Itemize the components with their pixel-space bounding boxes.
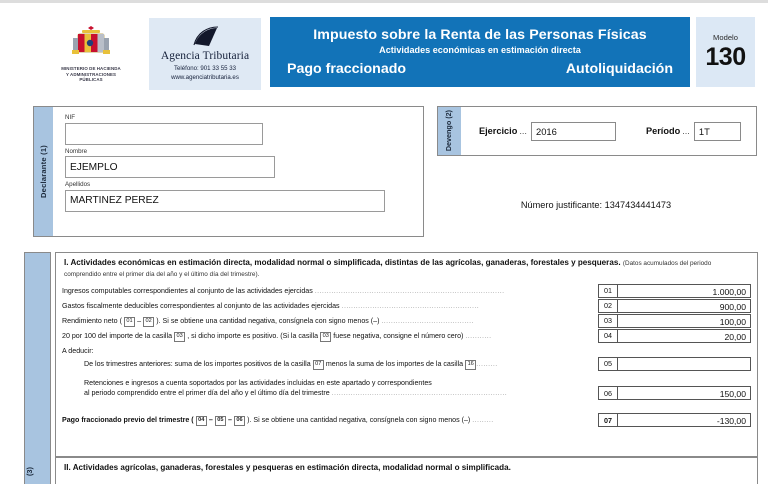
- periodo-label: Período: [645, 126, 681, 136]
- row-02-casilla: 02: [598, 299, 617, 313]
- row-03-label-c: ). Si se obtiene una cantidad negativa, consígnela con signo menos (–): [154, 317, 382, 326]
- row-07-value[interactable]: -130,00: [617, 413, 751, 427]
- row-05-value[interactable]: [617, 357, 751, 371]
- nombre-field-group: [65, 148, 415, 179]
- row-01-label: Ingresos computables correspondientes al conjunto de las actividades ejercidas: [62, 287, 315, 296]
- row-04-value[interactable]: 20,00: [617, 329, 751, 343]
- row-02-value[interactable]: 900,00: [617, 299, 751, 313]
- banner-bottom-row: [287, 61, 673, 77]
- modelo-label: Modelo: [713, 32, 738, 42]
- row-04-ref-03a: 03: [174, 332, 185, 342]
- row-03-label-b: –: [135, 317, 144, 326]
- section-II-heading: II. Actividades agrícolas, ganaderas, forestales y pesqueras en estimación directa, modalidad normal o simplificada.: [64, 463, 511, 472]
- ministry-line-3: PÚBLICAS: [79, 77, 103, 83]
- row-05-ref-16: 16: [465, 360, 476, 370]
- row-02-label: Gastos fiscalmente deducibles correspondientes al conjunto de las actividades ejercidas: [62, 302, 342, 311]
- row-07-ref-04: 04: [196, 416, 207, 426]
- a-deducir-label: A deducir:: [62, 346, 94, 355]
- declarante-fields: [53, 107, 423, 236]
- ministry-line-2: Y ADMINISTRACIONES: [65, 71, 117, 77]
- row-05-value-group: [598, 357, 751, 371]
- row-04-label-b: , si dicho importe es positivo. (Si la casilla: [185, 332, 321, 341]
- row-04-label-a: 20 por 100 del importe de la casilla: [62, 332, 174, 341]
- nombre-input[interactable]: EJEMPLO: [65, 156, 275, 178]
- row-03-ref-02: 02: [143, 317, 154, 327]
- nif-label: NIF: [65, 114, 75, 121]
- header-logos: [33, 14, 265, 93]
- devengo-tab-label: Devengo (2): [444, 110, 454, 152]
- row-07-value-group: [598, 413, 751, 427]
- declarante-tab: [34, 107, 53, 236]
- agencia-tributaria-logo: [149, 18, 261, 90]
- ministry-line-1: MINISTERIO DE HACIENDA: [61, 65, 121, 71]
- banner-title: Impuesto sobre la Renta de las Personas Físicas: [313, 27, 647, 43]
- row-07-label-c: –: [226, 416, 234, 425]
- row-07: [62, 413, 751, 427]
- section-I-heading-bold: I. Actividades económicas en estimación directa, modalidad normal o simplificada, distintas de las agrícolas, ganaderas, forestales y pesqueras.: [64, 258, 621, 267]
- row-07-ref-05: 05: [215, 416, 226, 426]
- left-margin-label: (3): [25, 466, 34, 476]
- devengo-section: [437, 106, 757, 156]
- form-header: [33, 14, 755, 93]
- row-04-casilla: 04: [598, 329, 617, 343]
- row-03-label-a: Rendimiento neto (: [62, 317, 124, 326]
- ejercicio-input[interactable]: 2016: [531, 122, 616, 141]
- row-01-text: Ingresos computables correspondientes al conjunto de las actividades ejercidas ................................................................................: [62, 287, 505, 296]
- apellidos-label: Apellidos: [65, 181, 91, 188]
- row-01-value-group: [598, 284, 751, 298]
- declarante-tab-label: Declarante (1): [39, 144, 48, 199]
- modelo-box: [696, 17, 755, 87]
- row-04-text: 20 por 100 del importe de la casilla 03 , si dicho importe es positivo. (Si la casilla 03 fuese negativa, consigne el número cero) ...........: [62, 332, 492, 341]
- nif-input[interactable]: [65, 123, 263, 145]
- row-02: [62, 299, 751, 313]
- section-I: [55, 252, 758, 457]
- row-06-value[interactable]: 150,00: [617, 386, 751, 400]
- row-06-label-line2: al periodo comprendido entre el primer día del año y el último día del trimestre: [84, 389, 332, 398]
- row-06-casilla: 06: [598, 386, 617, 400]
- agencia-name: Agencia Tributaria: [160, 49, 250, 62]
- row-07-text: Pago fraccionado previo del trimestre ( 04 – 05 – 06 ). Si se obtiene una cantidad negativa, consígnela con signo menos (–) .........: [62, 416, 494, 425]
- apellidos-field-group: [65, 181, 415, 212]
- row-01-casilla: 01: [598, 284, 617, 298]
- row-03-value-group: [598, 314, 751, 328]
- section-II: [55, 457, 758, 484]
- apellidos-input[interactable]: MARTINEZ PEREZ: [65, 190, 385, 212]
- row-05-casilla: 05: [598, 357, 617, 371]
- row-05-text: De los trimestres anteriores: suma de los importes positivos de la casilla 07 menos la suma de los importes de la casilla 16 .........: [84, 360, 498, 369]
- nombre-label: Nombre: [65, 147, 88, 155]
- row-05-label-b: menos la suma de los importes de la casilla: [323, 360, 466, 369]
- declarante-section: [33, 106, 424, 237]
- ministry-logo: [33, 24, 149, 83]
- row-06: [62, 378, 751, 400]
- row-07-label-b: –: [206, 416, 215, 425]
- row-01: [62, 284, 751, 298]
- row-05-label-a: De los trimestres anteriores: suma de los importes positivos de la casilla: [84, 360, 313, 369]
- row-04: [62, 329, 751, 343]
- row-01-value[interactable]: 1.000,00: [617, 284, 751, 298]
- row-02-text: Gastos fiscalmente deducibles correspondientes al conjunto de las actividades ejercidas ..........................................................: [62, 302, 480, 311]
- row-05: [62, 357, 751, 371]
- row-07-ref-06: 06: [234, 416, 245, 426]
- devengo-fields: [461, 107, 756, 155]
- numero-justificante: Número justificante: 1347434441473: [520, 200, 672, 210]
- devengo-tab: [438, 107, 461, 155]
- ministry-name: [61, 66, 121, 83]
- section-I-rows: [56, 284, 757, 427]
- agencia-website: www.agenciatributaria.es: [171, 73, 239, 81]
- row-03-casilla: 03: [598, 314, 617, 328]
- agencia-phone: Teléfono: 901 33 55 33: [173, 64, 236, 72]
- row-07-casilla: 07: [598, 413, 617, 427]
- section-I-heading: [56, 253, 757, 284]
- row-06-label-line1: Retenciones e ingresos a cuenta soportados por las actividades incluidas en este apartado y correspondientes: [84, 378, 432, 387]
- coat-of-arms-icon: [69, 24, 113, 64]
- row-06-value-group: [598, 386, 751, 400]
- row-05-ref-07: 07: [313, 360, 324, 370]
- banner-subtitle: Actividades económicas en estimación directa: [379, 45, 581, 55]
- row-02-value-group: [598, 299, 751, 313]
- row-04-label-c: fuese negativa, consigne el número cero): [331, 332, 466, 341]
- row-03-text: Rendimiento neto ( 01 – 02 ). Si se obtiene una cantidad negativa, consígnela con signo menos (–) .......................................: [62, 317, 474, 326]
- banner-autoliquidacion: Autoliquidación: [565, 61, 673, 77]
- row-04-ref-03b: 03: [320, 332, 331, 342]
- left-margin-bar: [24, 252, 51, 484]
- periodo-dots: ...: [682, 126, 690, 136]
- row-03-value[interactable]: 100,00: [617, 314, 751, 328]
- row-04-value-group: [598, 329, 751, 343]
- row-03: [62, 314, 751, 328]
- row-03-ref-01: 01: [124, 317, 135, 327]
- nif-field-group: [65, 114, 415, 145]
- row-06-text: Retenciones e ingresos a cuenta soportados por las actividades incluidas en este apartado y correspondientes al periodo comprendido entre el primer día del año y el último día del trimestre ..........................................................................: [84, 378, 595, 400]
- top-edge-strip: [0, 0, 768, 3]
- banner-pago-fraccionado: Pago fraccionado: [287, 61, 407, 77]
- periodo-input[interactable]: 1T: [694, 122, 741, 141]
- row-07-label-a: Pago fraccionado previo del trimestre (: [62, 416, 196, 425]
- section-I-heading-light: (Datos acumulados del periodo comprendido entre el primer día del año y el último día del trimestre).: [64, 260, 712, 278]
- ejercicio-dots: ...: [519, 126, 527, 136]
- row-07-label-d: ). Si se obtiene una cantidad negativa, consígnela con signo menos (–): [245, 416, 473, 425]
- agencia-contact: [171, 65, 239, 83]
- ejercicio-label: Ejercicio: [479, 126, 518, 136]
- agencia-arrow-icon: [189, 25, 221, 49]
- title-banner: [270, 17, 690, 87]
- modelo-number: 130: [705, 42, 746, 71]
